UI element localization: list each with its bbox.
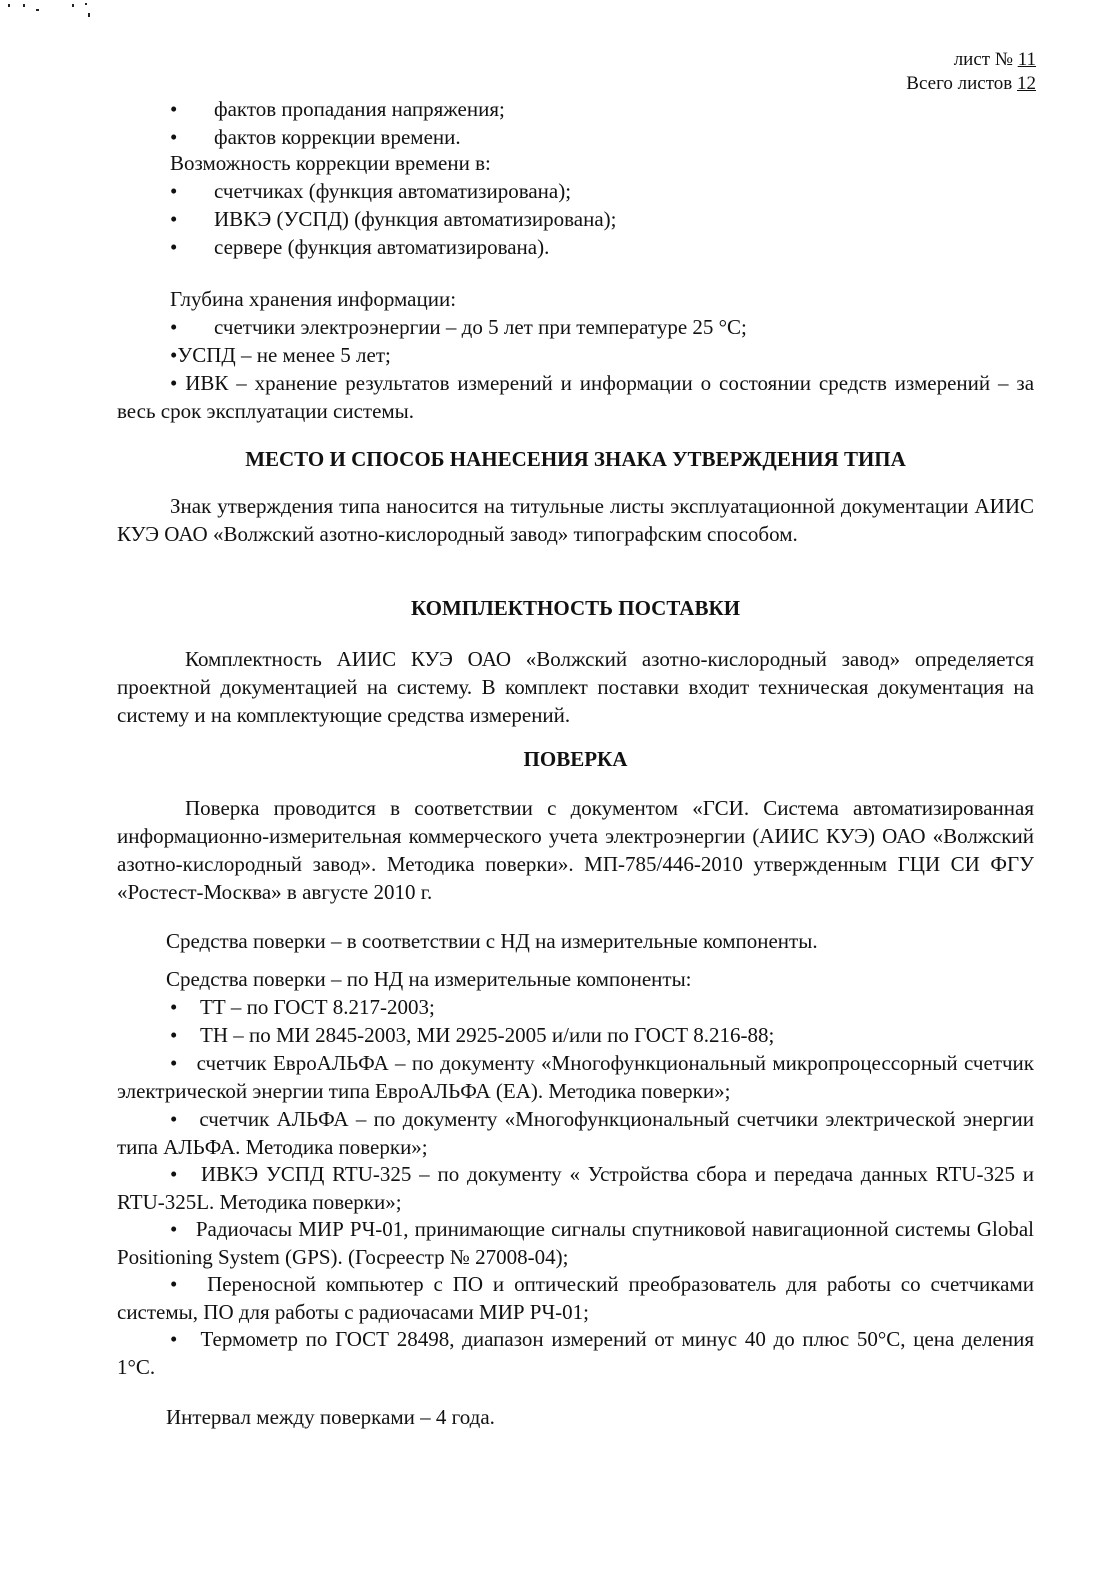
list-item [117,1325,1034,1381]
list-item-text: ТН – по МИ 2845-2003, МИ 2925-2005 и/или по ГОСТ 8.216-88; [200,1023,775,1047]
list-item-text: фактов коррекции времени. [214,125,461,149]
total-number: 12 [1017,73,1036,94]
bullet-icon: • [170,97,178,121]
sheet-number-line [906,48,1036,72]
list-item-text: счетчик АЛЬФА – по документу «Многофункциональный счетчики электрической энергии типа АЛЬФА. Методика поверки»; [117,1107,1035,1159]
scan-speck [36,9,39,11]
scan-speck [72,4,74,7]
bullet-icon: • [170,371,178,395]
storage-intro: Глубина хранения информации: [170,287,457,311]
bullet-icon: • [170,995,178,1019]
mark-paragraph [117,492,1034,548]
list-item [170,1021,774,1049]
verification-interval: Интервал между поверками – 4 года. [166,1405,495,1429]
verification-means-intro: Средства поверки – по НД на измерительные компоненты: [166,967,692,991]
list-item [170,205,617,233]
bullet-icon: • [170,343,178,367]
list-item [170,123,461,151]
scan-speck [8,4,10,7]
scan-speck [88,13,90,17]
scan-speck [23,4,25,7]
list-item [117,1160,1034,1216]
list-item-text: сервере (функция автоматизирована). [214,235,550,259]
list-item [170,313,747,341]
list-item-text: счетчики электроэнергии – до 5 лет при температуре 25 °С; [214,315,747,339]
list-item-text: ИВКЭ (УСПД) (функция автоматизирована); [214,207,617,231]
list-item [117,1215,1034,1271]
list-item [117,369,1034,425]
list-item-text: ИВКЭ УСПД RTU-325 – по документу « Устройства сбора и передача данных RTU-325 и RTU-325L. Методика поверки»; [117,1162,1035,1214]
list-item-text: фактов пропадания напряжения; [214,97,505,121]
section-heading-delivery: КОМПЛЕКТНОСТЬ ПОСТАВКИ [410,596,741,620]
list-item [117,1105,1034,1161]
paragraph-text: Знак утверждения типа наносится на титульные листы эксплуатационной документации АИИС КУЭ ОАО «Волжский азотно-кислородный завод» типографским способом. [117,494,1034,546]
section-heading-mark: МЕСТО И СПОСОБ НАНЕСЕНИЯ ЗНАКА УТВЕРЖДЕНИЯ ТИПА [245,447,906,471]
list-item [170,95,505,123]
list-item-text: ИВК – хранение результатов измерений и информации о состоянии средств измерений – за весь срок эксплуатации системы. [117,371,1035,423]
bullet-icon: • [170,125,178,149]
verification-means-line: Средства поверки – в соответствии с НД на измерительные компоненты. [166,929,818,953]
bullet-icon: • [170,235,178,259]
time-correction-intro: Возможность коррекции времени в: [170,151,491,175]
page-header [906,48,1036,96]
list-item-text: счетчик ЕвроАЛЬФА – по документу «Многофункциональный микропроцессорный счетчик электрической энергии типа ЕвроАЛЬФА (ЕА). Методика поверки»; [117,1051,1034,1103]
total-sheets-line [906,72,1036,96]
bullet-icon: • [170,1272,178,1296]
list-item [170,993,435,1021]
list-item-text: Термометр по ГОСТ 28498, диапазон измерений от минус 40 до плюс 50°С, цена деления 1°С. [117,1327,1034,1379]
list-item [170,233,549,261]
sheet-number: 11 [1017,49,1036,70]
section-heading-verification: ПОВЕРКА [523,747,628,771]
bullet-icon: • [170,1023,178,1047]
bullet-icon: • [170,1327,178,1351]
scan-speck [85,3,87,5]
bullet-icon: • [170,1107,178,1131]
list-item-text: ТТ – по ГОСТ 8.217-2003; [200,995,435,1019]
paragraph-text: Комплектность АИИС КУЭ ОАО «Волжский азотно-кислородный завод» определяется проектной документацией на систему. В комплект поставки входит техническая документация на систему и на комплектующие средства измерений. [117,647,1034,727]
list-item-text: Переносной компьютер с ПО и оптический преобразователь для работы со счетчиками системы, ПО для работы с радиочасами МИР РЧ-01; [117,1272,1034,1324]
list-item-text: УСПД – не менее 5 лет; [177,343,391,367]
paragraph-text: Поверка проводится в соответствии с документом «ГСИ. Система автоматизированная информационно-измерительная коммерческого учета электроэнергии (АИИС КУЭ) ОАО «Волжский азотно-кислородный завод». Методика поверки». МП-785/446-2010 утвержденным ГЦИ СИ ФГУ «Ростест-Москва» в августе 2010 г. [117,796,1034,904]
bullet-icon: • [170,1162,178,1186]
list-item-text: Радиочасы МИР РЧ-01, принимающие сигналы спутниковой навигационной системы Global Positioning System (GPS). (Госреестр № 27008-04); [117,1217,1034,1269]
bullet-icon: • [170,179,178,203]
list-item [117,1270,1034,1326]
bullet-icon: • [170,207,178,231]
list-item [117,1049,1034,1105]
bullet-icon: • [170,1217,178,1241]
bullet-icon: • [170,1051,178,1075]
delivery-paragraph [117,645,1034,729]
sheet-label: лист № [953,49,1013,70]
list-item-text: счетчиках (функция автоматизирована); [214,179,572,203]
total-label: Всего листов [906,73,1013,94]
bullet-icon: • [170,315,178,339]
verification-paragraph [117,794,1034,906]
list-item [170,341,391,369]
list-item [170,177,571,205]
